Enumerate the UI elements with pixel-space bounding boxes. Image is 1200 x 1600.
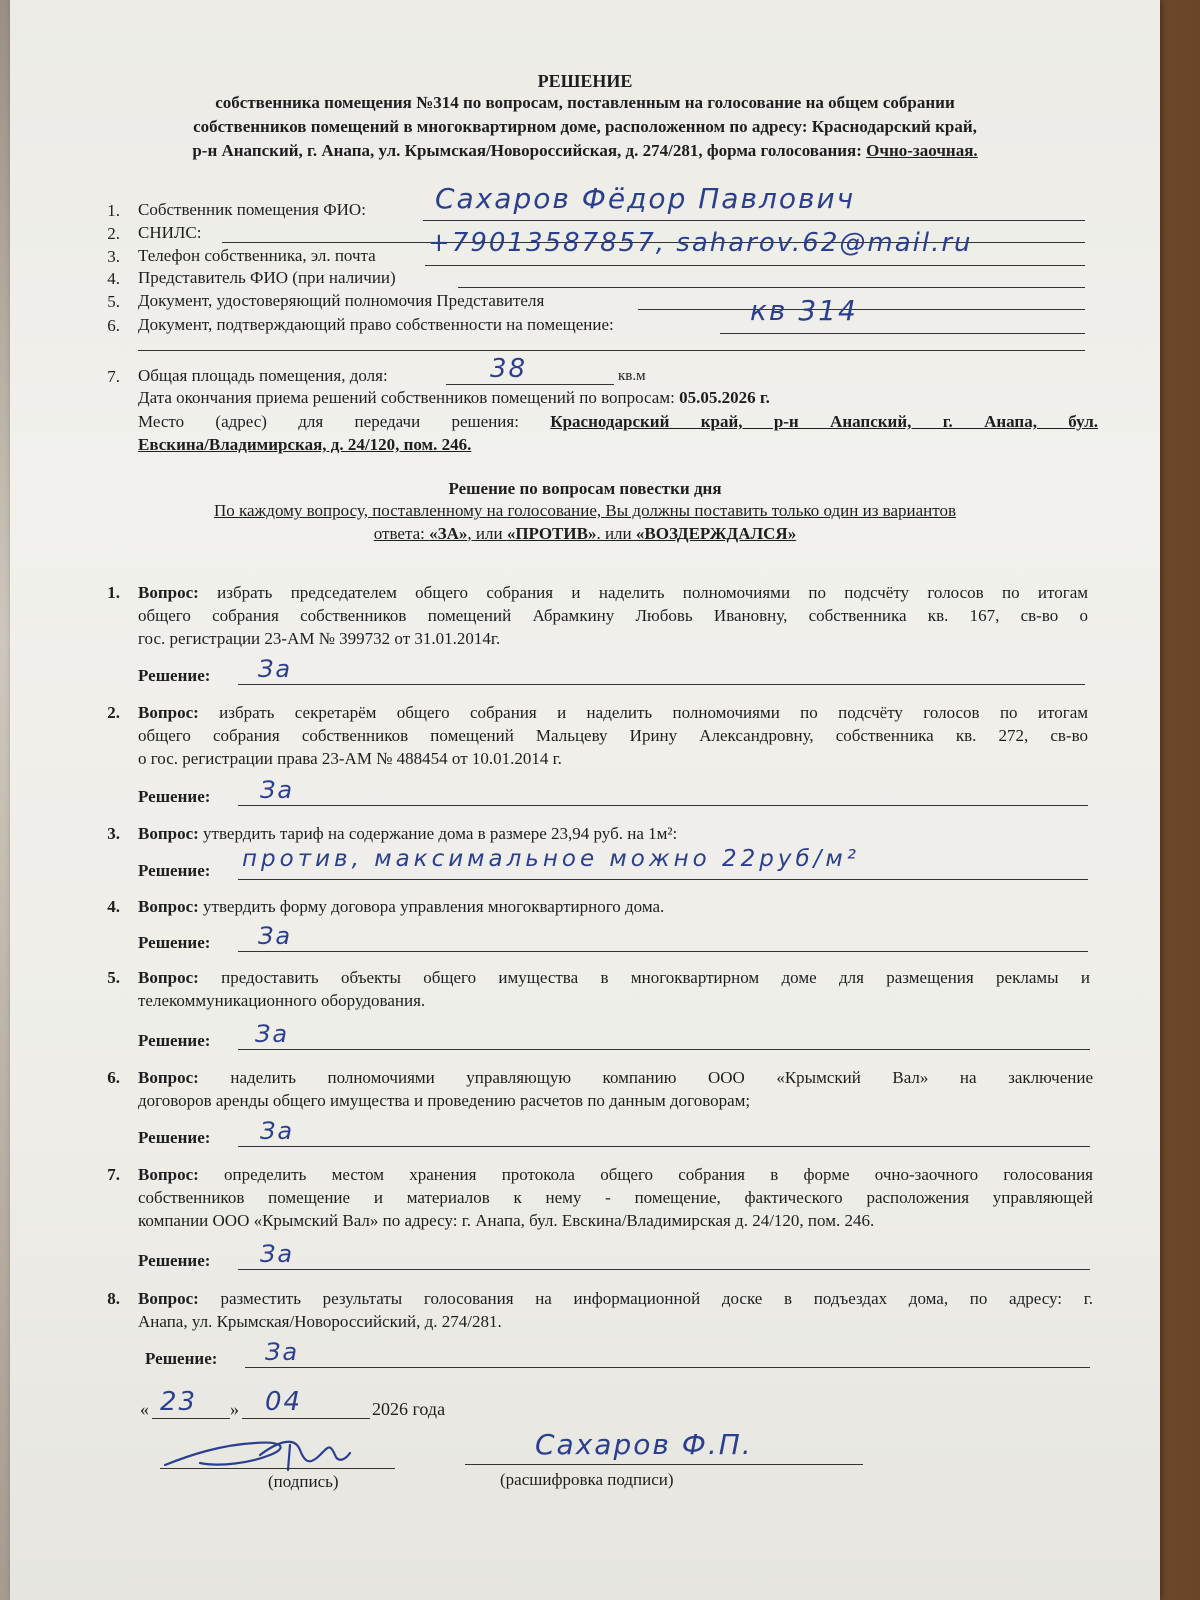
field-label-representative-doc: Документ, удостоверяющий полномочия Представителя	[138, 291, 545, 310]
question-number: 3.	[107, 824, 120, 843]
question-5: Вопрос: предоставить объекты общего имущества в многоквартирном доме для размещения рекламы и	[138, 968, 1090, 987]
agenda-instruction-1: По каждому вопросу, поставленному на голосование, Вы должны поставить только один из вариантов	[213, 501, 956, 520]
field-underline	[446, 384, 614, 385]
field-number: 3.	[107, 247, 120, 266]
decision-answer-5: За	[255, 1020, 290, 1048]
decision-label: Решение:	[138, 1031, 211, 1050]
decision-label: Решение:	[138, 1128, 211, 1147]
decision-answer-8: За	[265, 1338, 300, 1366]
question-5-line-2: телекоммуникационного оборудования.	[138, 991, 426, 1010]
question-number: 8.	[107, 1289, 120, 1308]
date-year: 2026 года	[372, 1399, 446, 1419]
agenda-instruction-2: ответа: «ЗА», или «ПРОТИВ». или «ВОЗДЕРЖДАЛСЯ»	[373, 524, 797, 543]
field-label-area: Общая площадь помещения, доля:	[138, 366, 388, 385]
decision-label: Решение:	[138, 787, 211, 806]
voting-form: Очно-заочная.	[866, 141, 978, 160]
date-month-underline	[242, 1418, 370, 1419]
decision-answer-7: За	[260, 1240, 295, 1268]
field-label-owner-name: Собственник помещения ФИО:	[138, 200, 366, 219]
decision-label: Решение:	[138, 1251, 211, 1270]
signature-decoding-value: Сахаров Ф.П.	[535, 1428, 753, 1461]
decision-underline	[238, 1049, 1090, 1050]
field-label-phone-email: Телефон собственника, эл. почта	[138, 246, 376, 265]
question-number: 5.	[107, 968, 120, 987]
decision-underline	[245, 1367, 1090, 1368]
header-line-2: собственников помещений в многоквартирном доме, расположенном по адресу: Краснодарский край,	[193, 117, 977, 136]
field-label-ownership-doc: Документ, подтверждающий право собственности на помещение:	[138, 315, 614, 334]
agenda-title: Решение по вопросам повестки дня	[448, 479, 722, 498]
question-8: Вопрос: разместить результаты голосования на информационной доске в подъездах дома, по адресу: г.	[138, 1289, 1093, 1308]
decision-label: Решение:	[145, 1349, 218, 1368]
decision-answer-3: против, максимальное можно 22руб/м²	[242, 846, 860, 872]
decision-answer-4: За	[258, 922, 293, 950]
header-line-1: собственника помещения №314 по вопросам, поставленным на голосование на общем собрании	[215, 93, 955, 112]
decision-underline	[238, 879, 1088, 880]
field-label-snils: СНИЛС:	[138, 223, 202, 242]
field-number: 5.	[107, 292, 120, 311]
question-7: Вопрос: определить местом хранения протокола общего собрания в форме очно-заочного голосования	[138, 1165, 1094, 1184]
question-2-line-3: о гос. регистрации права 23-АМ № 488454 от 10.01.2014 г.	[138, 749, 562, 768]
area-unit: кв.м	[618, 368, 646, 384]
field-underline	[638, 309, 1085, 310]
document-title: РЕШЕНИЕ	[537, 71, 633, 91]
place-line-1: Место (адрес) для передачи решения: Краснодарский край, р-н Анапский, г. Анапа, бул.	[138, 412, 1099, 431]
field-value-area: 38	[490, 354, 528, 384]
question-2-line-2: общего собрания собственников помещений Мальцеву Ирину Александровну, собственника кв. 272, св-во	[138, 726, 1088, 745]
question-number: 4.	[107, 897, 120, 916]
question-number: 7.	[107, 1165, 120, 1184]
question-number: 6.	[107, 1068, 120, 1087]
decision-underline	[238, 805, 1088, 806]
decision-answer-2: За	[260, 776, 295, 804]
signature-caption: (подпись)	[268, 1472, 339, 1491]
field-label-representative: Представитель ФИО (при наличии)	[138, 268, 396, 287]
field-underline	[425, 265, 1085, 266]
decision-underline	[238, 951, 1088, 952]
decoding-caption: (расшифровка подписи)	[500, 1470, 674, 1489]
field-number: 1.	[107, 201, 120, 220]
date-month: 04	[265, 1387, 303, 1417]
deadline-text: Дата окончания приема решений собственников помещений по вопросам: 05.05.2026 г.	[138, 388, 770, 407]
field-value-owner-name: Сахаров Фёдор Павлович	[435, 182, 856, 215]
field-underline-extra	[138, 350, 1085, 351]
decision-underline	[238, 684, 1085, 685]
signature-underline	[160, 1468, 395, 1469]
decision-sheet	[10, 0, 1160, 1600]
decision-label: Решение:	[138, 861, 211, 880]
field-underline	[458, 287, 1085, 288]
field-value-phone-email: +79013587857, saharov.62@mail.ru	[428, 228, 973, 258]
question-7-line-3: компании ООО «Крымский Вал» по адресу: г. Анапа, бул. Евскина/Владимирская д. 24/120, пом. 246.	[138, 1211, 875, 1230]
question-4: Вопрос: утвердить форму договора управления многоквартирного дома.	[138, 897, 665, 916]
place-address-1: Краснодарский край, р-н Анапский, г. Анапа, бул.	[550, 412, 1099, 431]
date-day-underline	[152, 1418, 230, 1419]
decoding-underline	[465, 1464, 863, 1465]
decision-underline	[238, 1146, 1090, 1147]
question-2: Вопрос: избрать секретарём общего собрания и наделить полномочиями по подсчёту голосов по итогам	[138, 703, 1088, 722]
question-6-line-2: договоров аренды общего имущества и проведению расчетов по данным договорам;	[138, 1091, 751, 1110]
decision-label: Решение:	[138, 666, 211, 685]
question-number: 2.	[107, 703, 120, 722]
decision-label: Решение:	[138, 933, 211, 952]
field-number: 4.	[107, 269, 120, 288]
date-quote-close: »	[230, 1399, 239, 1419]
date-day: 23	[160, 1387, 198, 1417]
place-address-2: Евскина/Владимирская, д. 24/120, пом. 246.	[138, 435, 472, 454]
field-number: 2.	[107, 224, 120, 243]
question-3: Вопрос: утвердить тариф на содержание дома в размере 23,94 руб. на 1м²:	[138, 824, 678, 843]
decision-underline	[238, 1269, 1090, 1270]
header-line-3: р-н Анапский, г. Анапа, ул. Крымская/Новороссийская, д. 274/281, форма голосования: Очно-заочная.	[192, 141, 978, 160]
question-1-line-2: общего собрания собственников помещений Абрамкину Любовь Ивановну, собственника кв. 167, св-во о	[138, 606, 1088, 625]
question-1-line-3: гос. регистрации 23-АМ № 399732 от 31.01.2014г.	[138, 629, 501, 648]
date-quote-open: «	[140, 1399, 149, 1419]
question-number: 1.	[107, 583, 120, 602]
field-value-ownership-doc: кв 314	[750, 294, 858, 327]
question-1: Вопрос: избрать председателем общего собрания и наделить полномочиями по подсчёту голосов по итогам	[138, 583, 1088, 602]
question-6: Вопрос: наделить полномочиями управляющую компанию ООО «Крымский Вал» на заключение	[138, 1068, 1094, 1087]
field-number: 7.	[107, 367, 120, 386]
field-underline	[423, 220, 1085, 221]
decision-answer-1: За	[258, 655, 293, 683]
deadline-date: 05.05.2026 г.	[679, 388, 770, 407]
field-number: 6.	[107, 316, 120, 335]
question-8-line-2: Анапа, ул. Крымская/Новороссийский, д. 274/281.	[138, 1312, 502, 1331]
decision-answer-6: За	[260, 1117, 295, 1145]
field-underline	[720, 333, 1085, 334]
question-7-line-2: собственников помещение и материалов к нему - помещение, фактического расположения управляющей	[138, 1188, 1093, 1207]
